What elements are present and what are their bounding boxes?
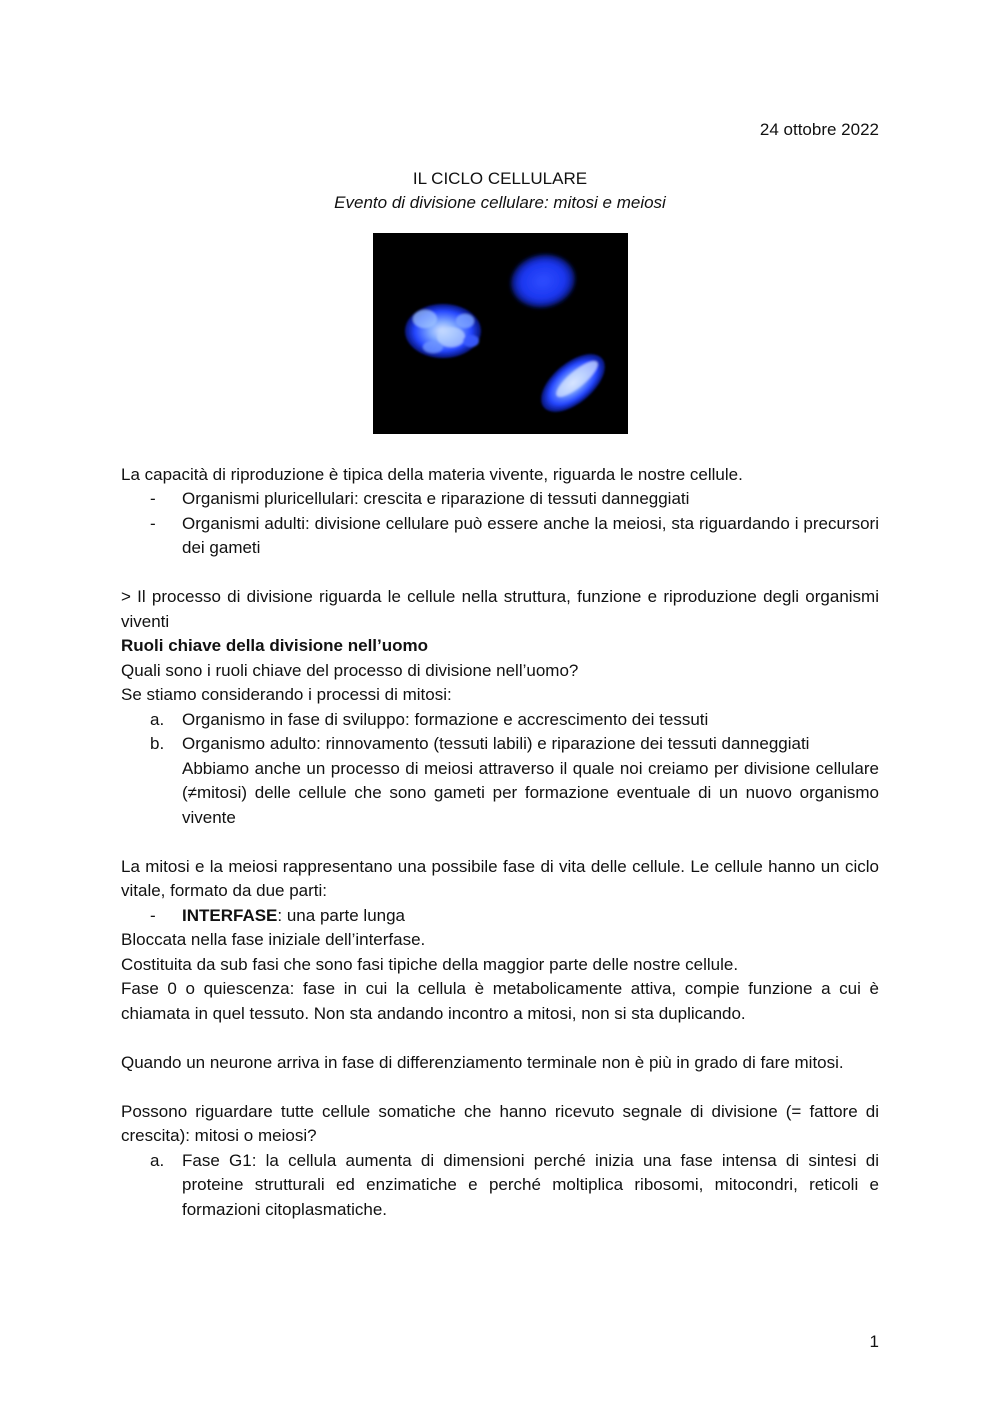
roles-list — [121, 708, 879, 757]
section-heading: Ruoli chiave della divisione nell’uomo — [121, 636, 429, 655]
document-date: 24 ottobre 2022 — [759, 120, 879, 139]
meiosis-note: Abbiamo anche un processo di meiosi attraverso il quale noi creiamo per divisione cellulare (≠mitosi) delle cellule che sono gameti per formazione eventuale di un nuovo organismo vivente — [182, 758, 879, 827]
prophase-nucleus — [405, 304, 481, 358]
list-item: - Organismi adulti: divisione cellulare può essere anche la meiosi, sta riguardando i precursori dei gameti — [150, 513, 879, 557]
process-note: > Il processo di divisione riguarda le cellule nella struttura, funzione e riproduzione degli organismi viventi — [121, 587, 879, 631]
page-number: 1 — [869, 1332, 879, 1351]
cell-nuclei-figure — [373, 233, 628, 434]
document-title: IL CICLO CELLULARE — [412, 168, 588, 188]
interphase-line: Costituita da sub fasi che sono fasi tipiche della maggior parte delle nostre cellule. — [121, 954, 739, 974]
question-paragraph: Quali sono i ruoli chiave del processo di divisione nell’uomo? — [121, 660, 579, 680]
intro-list — [121, 487, 879, 561]
document-page — [121, 118, 879, 1222]
cycle-intro: La mitosi e la meiosi rappresentano una possibile fase di vita delle cellule. Le cellule hanno un ciclo vitale, formato da due parti: — [121, 856, 879, 900]
somatic-question: Possono riguardare tutte cellule somatiche che hanno ricevuto segnale di divisione (= fattore di crescita): mitosi o meiosi? — [121, 1101, 879, 1145]
intro-paragraph: La capacità di riproduzione è tipica della materia vivente, riguarda le nostre cellule. — [121, 464, 743, 484]
list-item: a. Organismo in fase di sviluppo: formazione e accrescimento dei tessuti — [150, 709, 709, 729]
fluorescent-cell-nuclei-image — [373, 233, 628, 434]
neuron-note: Quando un neurone arriva in fase di differenziamento terminale non è più in grado di fare mitosi. — [121, 1052, 844, 1072]
list-item: - Organismi pluricellulari: crescita e riparazione di tessuti danneggiati — [150, 489, 690, 508]
interphase-line: Bloccata nella fase iniziale dell’interfase. — [121, 930, 426, 949]
document-subtitle: Evento di divisione cellulare: mitosi e meiosi — [334, 193, 666, 212]
list-item: b. Organismo adulto: rinnovamento (tessuti labili) e riparazione dei tessuti danneggiati — [150, 734, 810, 753]
phases-list — [121, 1149, 879, 1223]
mitosis-intro: Se stiamo considerando i processi di mitosi: — [121, 685, 452, 704]
list-item: a. Fase G1: la cellula aumenta di dimensioni perché inizia una fase intensa di sintesi di proteine strutturali ed enzimatiche e perché moltiplica ribosomi, mitocondri, reticoli e formazioni citoplasmatiche. — [150, 1150, 879, 1219]
interphase-line: Fase 0 o quiescenza: fase in cui la cellula è metabolicamente attiva, compie funzione a cui è chiamata in quel tessuto. Non sta andando incontro a mitosi, non si sta duplicando. — [121, 979, 879, 1023]
cycle-list — [121, 904, 879, 929]
list-item: - INTERFASE: una parte lunga — [150, 905, 406, 925]
